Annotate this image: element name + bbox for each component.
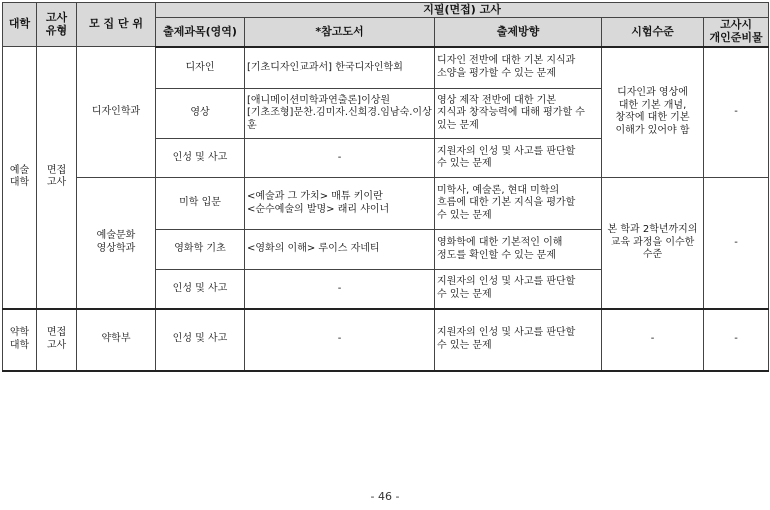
subject-cell: 미학 입문 [156, 178, 245, 230]
subject-cell: 인성 및 사고 [156, 270, 245, 309]
unit-pharmacy: 약학부 [77, 309, 156, 371]
materials-design: - [704, 47, 769, 178]
reference-cell: [애니메이션미학과연출론]이상원 [기초조형]문찬.김미자.신희경.임남숙.이상훈 [245, 89, 435, 139]
reference-cell: [기초디자인교과서] 한국디자인학회 [245, 47, 435, 89]
level-design: 디자인과 영상에 대한 기본 개념, 창작에 대한 기본 이해가 있어야 함 [602, 47, 704, 178]
unit-design: 디자인학과 [77, 47, 156, 178]
subject-cell: 디자인 [156, 47, 245, 89]
reference-cell: - [245, 270, 435, 309]
table-row [3, 309, 769, 371]
direction-cell: 미학사, 예술론, 현대 미학의 흐름에 대한 기본 지식을 평가할 수 있는 문제 [435, 178, 602, 230]
direction-cell: 지원자의 인성 및 사고를 판단할 수 있는 문제 [435, 139, 602, 178]
materials-pharmacy: - [704, 309, 769, 371]
direction-cell: 영상 제작 전반에 대한 기본 지식과 창작능력에 대해 평가할 수 있는 문제 [435, 89, 602, 139]
unit-culture: 예술문화 영상학과 [77, 178, 156, 309]
exam-table [2, 2, 769, 372]
direction-cell: 지원자의 인성 및 사고를 판단할 수 있는 문제 [435, 309, 602, 371]
page-number: - 46 - [370, 490, 400, 503]
direction-cell: 영화학에 대한 기본적인 이해 정도를 확인할 수 있는 문제 [435, 230, 602, 270]
college-pharmacy: 약학 대학 [3, 309, 37, 371]
table-row [3, 178, 769, 230]
direction-cell: 디자인 전반에 대한 기본 지식과 소양을 평가할 수 있는 문제 [435, 47, 602, 89]
reference-cell: <예술과 그 가치> 매튜 키이란 <순수예술의 발명> 래리 샤이너 [245, 178, 435, 230]
header-materials: 고사시 개인준비물 [704, 18, 769, 47]
header-exam-type: 고사 유형 [37, 3, 77, 47]
header-group: 지필(면접) 고사 [156, 3, 769, 18]
reference-cell: <영화의 이해> 루이스 자네티 [245, 230, 435, 270]
subject-cell: 인성 및 사고 [156, 139, 245, 178]
college-arts: 예술 대학 [3, 47, 37, 309]
header-reference: *참고도서 [245, 18, 435, 47]
reference-cell: - [245, 139, 435, 178]
level-pharmacy: - [602, 309, 704, 371]
exam-type-pharmacy: 면접 고사 [37, 309, 77, 371]
table-row [3, 47, 769, 89]
header-level: 시험수준 [602, 18, 704, 47]
header-unit: 모 집 단 위 [77, 3, 156, 47]
header-subject: 출제과목(영역) [156, 18, 245, 47]
exam-type-arts: 면접 고사 [37, 47, 77, 309]
direction-cell: 지원자의 인성 및 사고를 판단할 수 있는 문제 [435, 270, 602, 309]
reference-cell: - [245, 309, 435, 371]
subject-cell: 인성 및 사고 [156, 309, 245, 371]
header-direction: 출제방향 [435, 18, 602, 47]
header-college: 대학 [3, 3, 37, 47]
subject-cell: 영화학 기초 [156, 230, 245, 270]
materials-culture: - [704, 178, 769, 309]
level-culture: 본 학과 2학년까지의 교육 과정을 이수한 수준 [602, 178, 704, 309]
subject-cell: 영상 [156, 89, 245, 139]
